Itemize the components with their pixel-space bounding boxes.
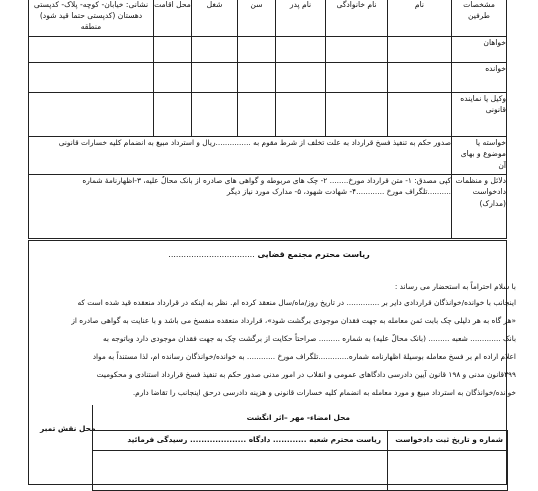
stamp-label: محل نقش تمبر	[40, 424, 96, 433]
row-label-plaintiff: خواهان	[452, 37, 507, 63]
attorney-name-cell[interactable]	[388, 93, 452, 137]
table-row-plaintiff	[29, 37, 507, 63]
row-label-attorney: وکیل یا نماینده قانونی	[452, 93, 507, 137]
defendant-father-cell[interactable]	[276, 63, 326, 93]
letter-line-5: ۳۹۹قانون مدنی و ۱۹۸ قانون آیین دادرسی دادگاهای عمومی و انقلاب در امور مدنی صدور حکم به تنفیذ فسخ قرارداد استنادی و محکومیت	[96, 370, 516, 379]
row-label-evidence: دلائل و منظمات دادخواست (مدارک)	[452, 175, 507, 239]
table-row-evidence	[29, 175, 507, 239]
header-row	[29, 0, 507, 37]
letter-title-text: ریاست محترم مجتمع قضایی	[257, 250, 370, 259]
plaintiff-residence-cell[interactable]	[154, 37, 192, 63]
attorney-residence-cell[interactable]	[154, 93, 192, 137]
table-row-request	[29, 137, 507, 175]
col-header-job: شغل	[192, 0, 238, 37]
request-text: صدور حکم به تنفیذ فسخ قرارداد به علت تخلف از شرط مقوم به ...............ریال و استرداد مبیغ به انضمام کلیه خسارات قانونی	[29, 137, 452, 175]
table-row-defendant	[29, 63, 507, 93]
col-header-address: نشانی: خیابان- کوچه- پلاک- کدپستی دهستان (کدپستی حتما قید شود) منطقه	[29, 0, 154, 37]
defendant-age-cell[interactable]	[238, 63, 276, 93]
greeting: با سلام احتراماً به استحضار می رساند :	[394, 282, 516, 291]
col-header-family: نام خانوادگی	[326, 0, 388, 37]
defendant-address-cell[interactable]	[29, 63, 154, 93]
defendant-residence-cell[interactable]	[154, 63, 192, 93]
attorney-father-cell[interactable]	[276, 93, 326, 137]
col-header-father: نام پدر	[276, 0, 326, 37]
parties-table	[28, 0, 507, 239]
table-row-attorney	[29, 93, 507, 137]
addressee-line: ریاست محترم شعبه ............ دادگاه .................... رسیدگی فرمائید	[93, 431, 388, 451]
footer-table	[92, 430, 508, 491]
letter-title-dots: ..................................	[168, 250, 255, 259]
plaintiff-address-cell[interactable]	[29, 37, 154, 63]
letter-line-1: اینجانب با خوانده/خوانذگان قراردادی دایر بر .............. در تاریخ روز/ماه/سال منعقد کرده ام. نظر به اینکه در قرارداد منعقده قید شده است که	[77, 298, 516, 307]
defendant-name-cell[interactable]	[388, 63, 452, 93]
evidence-line-2: ..........تلگراف مورخ ............۴- شهادت شهود، ۵- مدارک مورد نیاز دیگر	[226, 187, 451, 197]
plaintiff-family-cell[interactable]	[326, 37, 388, 63]
attorney-age-cell[interactable]	[238, 93, 276, 137]
defendant-job-cell[interactable]	[192, 63, 238, 93]
letter-line-3: بانک ............. شعبه ......... (بانک محالٌ علیه) به شماره ......... صراحتاً حکایت از برگشت چک به جهت فقدان موجودی دارد وباتوجه به	[102, 334, 516, 343]
stamp-box	[28, 405, 93, 480]
addressee-cell[interactable]	[93, 451, 388, 491]
registration-label: شماره و تاریخ ثبت دادخواست	[388, 431, 508, 451]
plaintiff-father-cell[interactable]	[276, 37, 326, 63]
evidence-text	[29, 175, 452, 239]
defendant-family-cell[interactable]	[326, 63, 388, 93]
registration-cell[interactable]	[388, 451, 508, 491]
plaintiff-age-cell[interactable]	[238, 37, 276, 63]
attorney-family-cell[interactable]	[326, 93, 388, 137]
letter-line-2: «هر گاه به هر دلیلی چک بابت ثمن معامله به جهت فقدان موجودی برگشت شود»، قرارداد منعقده منفسخ می باشد و با عنایت به گواهی صادره از	[71, 316, 516, 325]
letter-title	[0, 250, 538, 259]
attorney-address-cell[interactable]	[29, 93, 154, 137]
col-header-parties: مشخصات طرفین	[452, 0, 507, 37]
letter-line-6: خوانده/خوانذگان به استرداد مبیغ و مورد معامله به انضمام کلیه خسارات قانونی و هزینه دادرسی درحق اینجانب را تقاضا دارم.	[132, 388, 516, 397]
plaintiff-job-cell[interactable]	[192, 37, 238, 63]
col-header-name: نام	[388, 0, 452, 37]
signature-label: محل امضاء- مهر –اثر انگشت	[246, 413, 350, 422]
evidence-line-1: کپی مصدق: ۱- متن قرارداد مورخ........ ۲- چک های مربوطه و گواهی های صادره از بانک محالٌ علیه، ۳-اظهارنامهٔ شماره	[82, 176, 451, 185]
row-label-request: خواسته یا موضوع و بهای آن	[452, 137, 507, 175]
attorney-job-cell[interactable]	[192, 93, 238, 137]
col-header-age: سن	[238, 0, 276, 37]
row-label-defendant: خوانده	[452, 63, 507, 93]
plaintiff-name-cell[interactable]	[388, 37, 452, 63]
letter-line-4: اعلام اراده ام بر فسخ معامله بوسیلهٔ اظهارنامه شماره.............تلگراف مورخ ............ به خوانده/خوانذگان رسانده ام، لذا مستنداً به مواد	[92, 352, 516, 361]
col-header-residence: محل اقامت	[154, 0, 192, 37]
